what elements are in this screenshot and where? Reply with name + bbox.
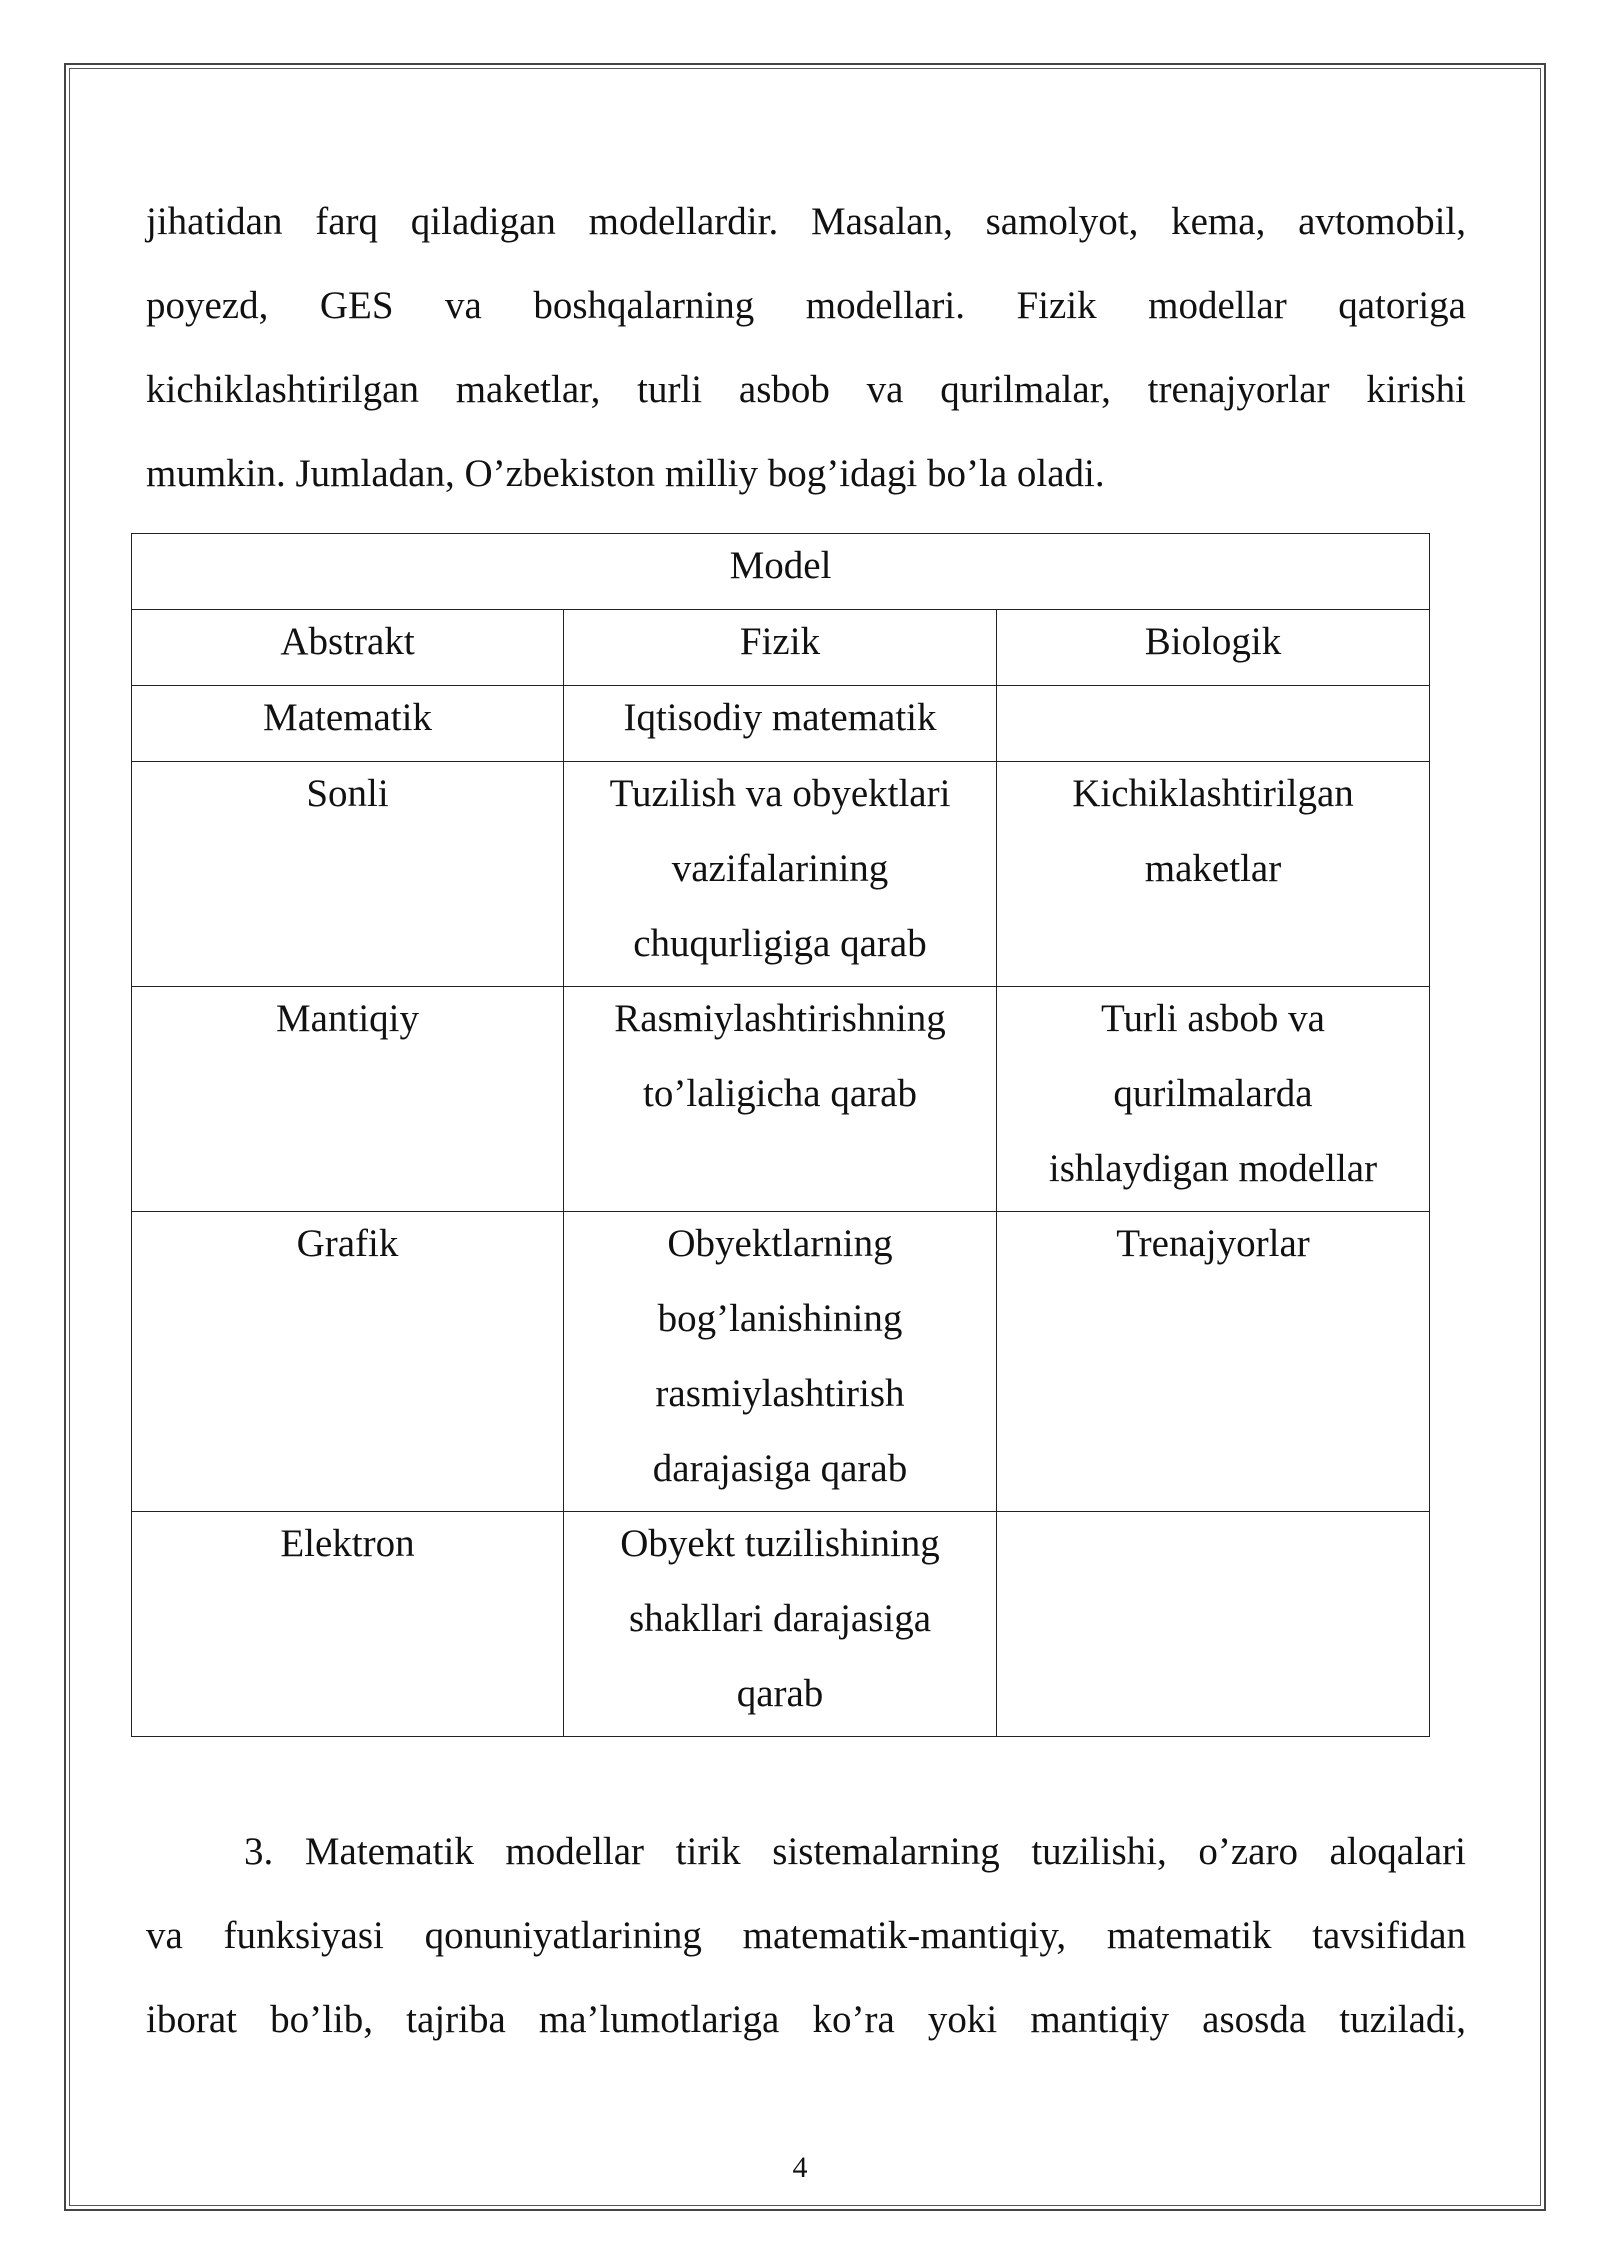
table-cell [132,987,564,1212]
table-cell [564,987,997,1212]
table-cell [997,1512,1430,1737]
paragraph-line: poyezd, GES va boshqalarning modellari. Fizik modellar qatoriga [146,284,1466,327]
table-cell [564,1212,997,1512]
table-cell [132,1512,564,1737]
paragraph-bottom [146,1810,1466,2062]
cell-text: Rasmiylashtirishning to’laligicha qarab [614,997,946,1115]
table-cell [132,1212,564,1512]
table-cell [132,686,564,762]
header-biologik: Biologik [1144,620,1282,663]
table-cell [564,686,997,762]
cell-text: Iqtisodiy matematik [623,696,937,739]
table-cell [564,762,997,987]
header-fizik: Fizik [739,620,821,663]
cell-text: Obyekt tuzilishining shakllari darajasiga qarab [620,1522,940,1715]
table-cell [997,987,1430,1212]
paragraph-line: mumkin. Jumladan, O’zbekiston milliy bog’idagi bo’la oladi. [146,452,1105,495]
paragraph-line: jihatidan farq qiladigan modellardir. Masalan, samolyot, kema, avtomobil, [146,200,1466,243]
header-cell [997,610,1430,686]
paragraph-top [146,180,1466,516]
table-title: Model [729,544,832,587]
cell-text: Obyektlarning bog’lanishining rasmiylashtirish darajasiga qarab [652,1222,908,1490]
table-cell [132,762,564,987]
paragraph-line: 3. Matematik modellar tirik sistemalarning tuzilishi, o’zaro aloqalari [244,1830,1466,1873]
table-row [132,987,1430,1212]
cell-text: Elektron [280,1522,415,1565]
table-cell [564,1512,997,1737]
page-number: 4 [792,2151,808,2184]
table-cell [997,762,1430,987]
model-classification-table [131,533,1430,1737]
table-row [132,1212,1430,1512]
table-title-row [132,534,1430,610]
cell-text: Mantiqiy [276,997,419,1040]
table-cell [997,1212,1430,1512]
paragraph-line: va funksiyasi qonuniyatlarining matematik-mantiqiy, matematik tavsifidan [146,1914,1466,1957]
header-cell [564,610,997,686]
header-abstrakt: Abstrakt [280,620,415,663]
cell-text: Turli asbob va qurilmalarda ishlaydigan modellar [1048,997,1378,1190]
cell-text: Grafik [296,1222,399,1265]
table-cell [997,686,1430,762]
cell-text: Trenajyorlar [1116,1222,1310,1265]
table-row [132,1512,1430,1737]
paragraph-line: iborat bo’lib, tajriba ma’lumotlariga ko’ra yoki mantiqiy asosda tuziladi, [146,1998,1466,2041]
cell-text: Matematik [263,696,432,739]
cell-text: Kichiklashtirilgan maketlar [1072,772,1354,890]
table-row [132,686,1430,762]
header-cell [132,610,564,686]
cell-text: Sonli [306,772,389,815]
table-header-row [132,610,1430,686]
table-title-cell [132,534,1430,610]
cell-text: Tuzilish va obyektlari vazifalarining chuqurligiga qarab [609,772,951,965]
paragraph-line: kichiklashtirilgan maketlar, turli asbob va qurilmalar, trenajyorlar kirishi [146,368,1466,411]
table-row [132,762,1430,987]
